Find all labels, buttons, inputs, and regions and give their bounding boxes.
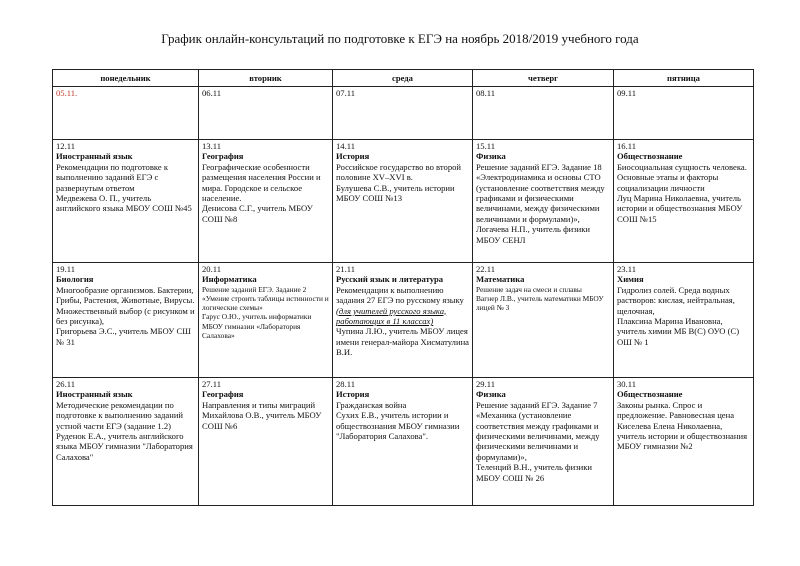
cell-teacher: Руденок Е.А., учитель английского языка МБОУ гимназии "Лаборатория Салахова" [56,431,193,462]
cell-subject: Обществознание [617,389,683,400]
cell-subject: Математика [476,274,525,285]
cell-teacher: Медвежева О. П., учитель английского языка МБОУ СОШ №45 [56,193,192,214]
cell-date: 13.11 [202,141,222,151]
schedule-cell [473,378,614,506]
cell-date: 28.11 [336,379,356,389]
cell-date: 08.11 [476,88,496,98]
cell-subject: Физика [476,151,506,162]
cell-date: 27.11 [202,379,222,389]
cell-date: 06.11 [202,88,222,98]
cell-date: 12.11 [56,141,76,151]
cell-teacher: Киселева Елена Николаевна, учитель истории и обществознания МБОУ гимназии №2 [617,420,748,452]
cell-teacher: Михайлова О.В., учитель МБОУ СОШ №6 [202,410,322,431]
schedule-cell [199,378,333,506]
cell-teacher: Григорьева Э.С., учитель МБОУ СШ № 31 [56,326,191,347]
cell-teacher: Теленций В.Н., учитель физики МБОУ СОШ № 26 [476,462,592,483]
schedule-cell [333,263,473,378]
schedule-cell [333,378,473,506]
cell-date: 09.11 [617,88,637,98]
cell-subject: География [202,389,244,400]
cell-subject: География [202,151,244,162]
cell-subject: Русский язык и литература [336,274,444,285]
day-header-thursday: четверг [473,70,614,87]
cell-date: 19.11 [56,264,76,274]
cell-topic: Многообразие организмов. Бактерии, Грибы, Растения, Животные, Вирусы. Множественный выбор (с рисунком и без рисунка), [56,284,195,327]
day-header-friday: пятница [614,70,754,87]
cell-date: 30.11 [617,379,637,389]
cell-topic [336,285,469,327]
schedule-cell [199,263,333,378]
cell-date: 26.11 [56,379,76,389]
schedule-cell [53,378,199,506]
schedule-cell [53,87,199,140]
cell-subject: История [336,151,370,162]
table-row [53,87,754,140]
cell-subject: Иностранный язык [56,151,133,162]
schedule-cell [614,140,754,263]
table-row [53,378,754,506]
schedule-cell [333,87,473,140]
schedule-table [52,69,754,506]
day-header-tuesday: вторник [199,70,333,87]
cell-teacher: Сухих Е.В., учитель истории и обществознания МБОУ гимназии "Лаборатория Салахова". [336,410,460,442]
schedule-cell [473,263,614,378]
cell-teacher: Луц Марина Николаевна, учитель истории и обществознания МБОУ СОШ №15 [617,193,743,224]
schedule-cell [333,140,473,263]
schedule-cell [473,140,614,263]
schedule-cell [53,263,199,378]
day-header-monday: понедельник [53,70,199,87]
document-title: График онлайн-консультаций по подготовке к ЕГЭ на ноябрь 2018/2019 учебного года [161,31,639,46]
cell-topic: Решение заданий ЕГЭ. Задание 7 «Механика (установление соответствия между графиками и физическими величинами, между физическими величинами и формулами)», [476,399,600,462]
cell-date: 20.11 [202,264,222,274]
cell-topic: Решение заданий ЕГЭ. Задание 18 «Электродинамика и основы СТО (установление соответствия между графиками и физическими величинами, между физическими величинами и формулами)», [476,161,605,224]
schedule-cell [199,140,333,263]
cell-topic-main: Рекомендации к выполнению задания 27 ЕГЭ по русскому языку [336,284,464,306]
schedule-cell [614,87,754,140]
cell-teacher: Булушева С.В., учитель истории МБОУ СОШ №13 [336,182,455,204]
cell-teacher: Вагнер Л.В., учитель математики МБОУ лицей № 3 [476,294,604,313]
table-row [53,140,754,263]
cell-date: 07.11 [336,88,356,98]
schedule-cell [614,378,754,506]
cell-topic: Решение заданий ЕГЭ. Задание 2 «Умение строить таблицы истинности и логические схемы» [202,284,329,313]
day-header-wednesday: среда [333,70,473,87]
table-row [53,263,754,378]
schedule-cell [473,87,614,140]
cell-teacher: Денисова С.Г., учитель МБОУ СОШ №8 [202,203,313,224]
cell-topic: Рекомендации по подготовке к выполнению заданий ЕГЭ с развернутым ответом [56,161,168,193]
cell-date: 29.11 [476,379,496,389]
cell-topic: Методические рекомендации по подготовке к выполнению заданий устной части ЕГЭ (задание 1.2) [56,399,184,431]
schedule-cell [614,263,754,378]
cell-topic: Гидролиз солей. Среда водных растворов: кислая, нейтральная, щелочная, [617,284,735,316]
cell-date: 16.11 [617,141,637,151]
schedule-cell [53,140,199,263]
cell-subject: Биология [56,274,94,285]
cell-subject: Физика [476,389,506,400]
cell-subject: Химия [617,274,644,285]
cell-teacher: Плаксина Марина Ивановна, учитель химии МБ В(С) ОУО (С) ОШ № 1 [617,316,740,347]
cell-date: 05.11. [56,88,78,98]
cell-date: 14.11 [336,141,356,151]
cell-subject: Иностранный язык [56,389,133,400]
cell-date: 15.11 [476,141,496,151]
cell-subject: История [336,389,370,400]
cell-topic: Российское государство во второй половине XV–XVI в. [336,161,462,183]
cell-date: 21.11 [336,264,356,274]
cell-topic: Решение задач на смеси и сплавы [476,284,582,294]
cell-teacher: Логачева Н.П., учитель физики МБОУ СЕНЛ [476,224,591,245]
cell-topic-note: (для учителей русского языка, работающих в 11 классах) [336,305,447,327]
cell-topic: Направления и типы миграций [202,399,316,410]
schedule-cell [199,87,333,140]
cell-topic: Гражданская война [336,399,407,410]
cell-topic: Биосоциальная сущность человека. Основные этапы и факторы социализации личности [617,161,747,193]
cell-subject: Информатика [202,274,257,285]
cell-topic: Законы рынка. Спрос и предложение. Равновесная цена [617,399,735,421]
cell-subject: Обществознание [617,151,683,162]
cell-teacher: Гарус О.Ю., учитель информатики МБОУ гимназии «Лаборатория Салахова» [202,312,312,340]
header-row [53,70,754,87]
cell-teacher: Чупина Л.Ю., учитель МБОУ лицея имени генерал-майора Хисматулина В.И. [336,326,469,358]
cell-date: 22.11 [476,264,496,274]
cell-topic: Географические особенности размещения населения России и мира. Городское и сельское население. [202,161,321,204]
cell-date: 23.11 [617,264,637,274]
